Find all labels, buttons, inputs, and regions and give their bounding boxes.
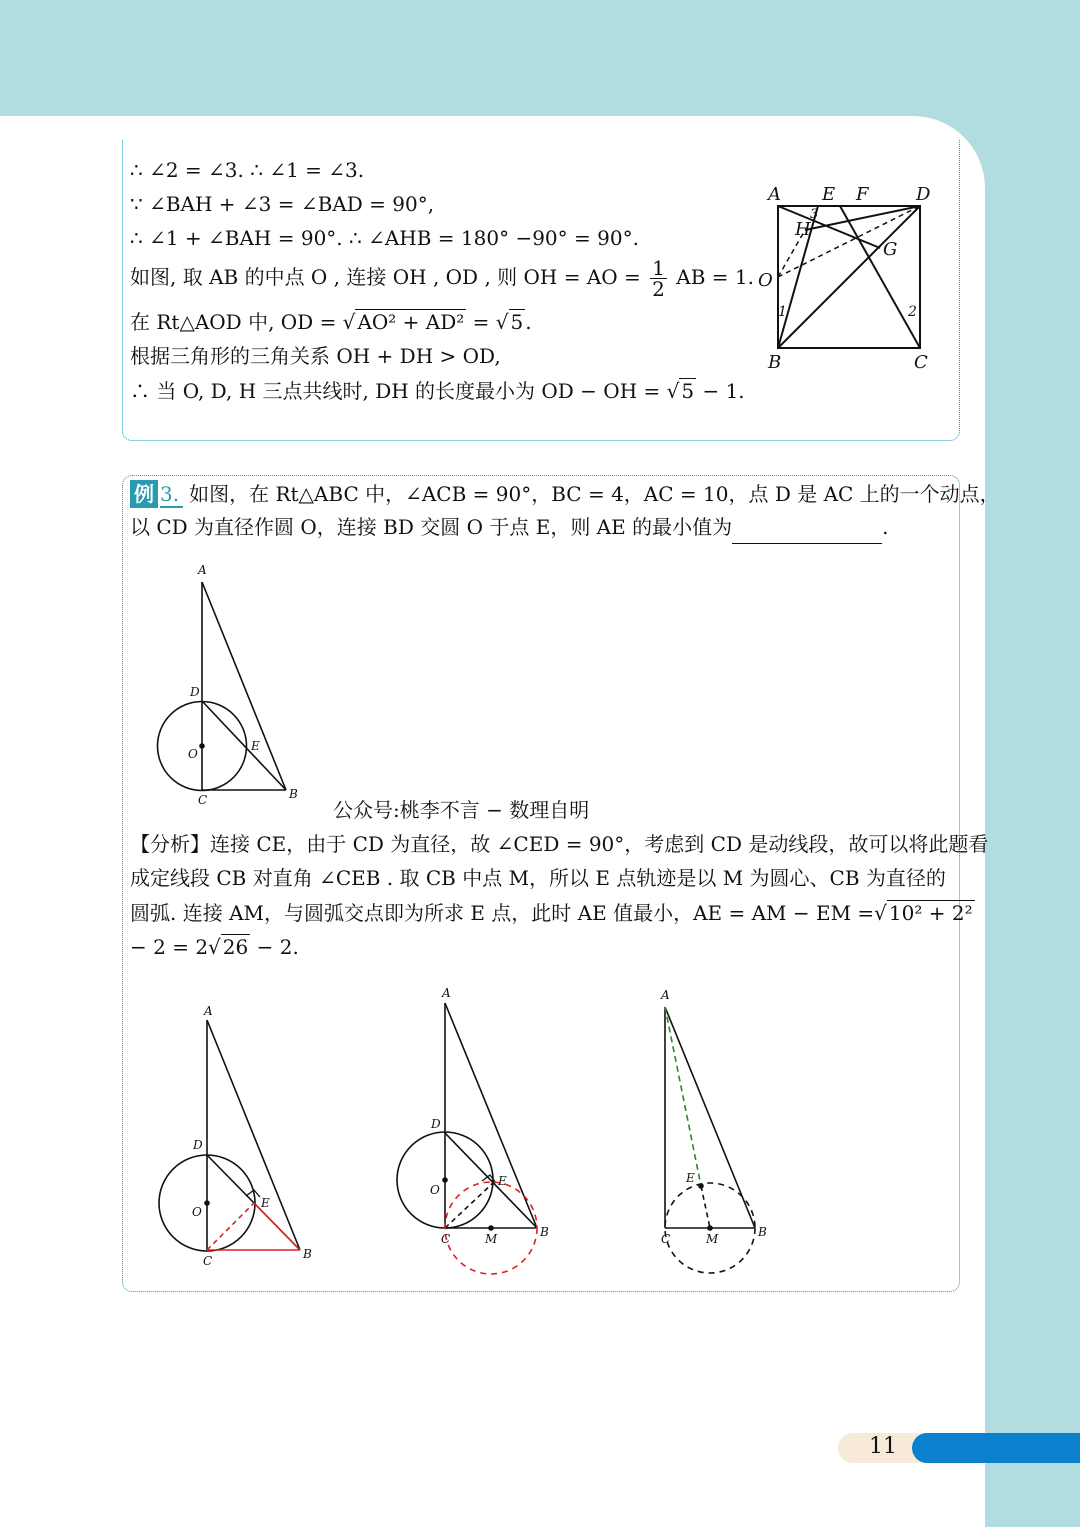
label-a: A [198, 563, 207, 577]
proof-line-3: ∴ ∠1 + ∠BAH = 90°. ∴ ∠AHB = 180° −90° = 90°. [130, 226, 639, 250]
proof-line-7-post: − 1. [702, 379, 745, 403]
point-m [488, 1225, 494, 1231]
example-text-2: 以 CD 为直径作圆 O，连接 BD 交圆 O 于点 E，则 AE 的最小值为 [130, 515, 733, 539]
seg-db [202, 701, 286, 790]
label-o: O [758, 270, 773, 291]
label-b: B [758, 1225, 767, 1239]
label-o: O [192, 1205, 202, 1219]
label-3: 3 [810, 207, 819, 222]
problem-figure [150, 560, 310, 810]
proof-line-1: ∴ ∠2 = ∠3. ∴ ∠1 = ∠3. [130, 158, 365, 182]
label-c: C [198, 793, 208, 807]
label-h: H [795, 219, 811, 240]
analysis-line-2: 成定线段 CB 对直角 ∠CEB . 取 CB 中点 M，所以 E 点轨迹是以 M 为圆心、CB 为直径的 [130, 866, 946, 890]
label-m: M [706, 1232, 719, 1246]
proof-line-7: ∴ 当 O, D, H 三点共线时, DH 的长度最小为 OD − OH = √ 5 − 1. [130, 379, 745, 403]
label-e: E [686, 1171, 695, 1185]
example-text-2-end: . [882, 515, 889, 539]
label-o: O [188, 747, 198, 761]
proof-line-7-pre: ∴ 当 O, D, H 三点共线时, DH 的长度最小为 OD − OH = [130, 379, 661, 403]
analysis-line-4: − 2 = 2√ 26 − 2. [130, 935, 299, 959]
sqrt-radicand-5: 26 [222, 935, 249, 959]
proof-line-5-pre: 在 Rt△AOD 中, OD = [130, 310, 337, 334]
seg-ce-red-dashed [207, 1203, 254, 1250]
analysis-line-4-post: − 2. [256, 935, 299, 959]
example-number: 3. [160, 482, 183, 508]
seg-od-dashed [778, 206, 920, 277]
label-b: B [303, 1247, 312, 1261]
proof-line-2: ∵ ∠BAH + ∠3 = ∠BAD = 90°, [130, 192, 435, 216]
label-b: B [289, 787, 298, 801]
solution-figure-1 [150, 1000, 320, 1270]
analysis-line-1: 【分析】连接 CE，由于 CD 为直径，故 ∠CED = 90°，考虑到 CD 是动线段，故可以将此题看 [130, 832, 989, 856]
proof-line-5: 在 Rt△AOD 中, OD = √ AO² + AD² = √ 5 . [130, 310, 532, 334]
seg-eb-red [254, 1203, 300, 1250]
label-d: D [190, 685, 200, 699]
fraction [650, 258, 667, 299]
example-tag: 例 [130, 480, 158, 508]
point-e [698, 1183, 704, 1189]
analysis-line-3: 圆弧. 连接 AM，与圆弧交点即为所求 E 点，此时 AE 值最小，AE = AM − EM =√ 10² + 2² [130, 901, 973, 925]
solution-figure-2 [390, 985, 560, 1285]
label-b: B [768, 352, 782, 373]
point-m [707, 1225, 713, 1231]
example-line-2 [130, 510, 888, 544]
analysis-line-4-pre: − 2 = 2 [130, 935, 209, 959]
point-o [199, 743, 205, 749]
label-b: B [540, 1225, 549, 1239]
label-g: G [883, 239, 898, 260]
seg-em-dashed [701, 1186, 710, 1228]
example-text-1: 如图，在 Rt△ABC 中，∠ACB = 90°，BC = 4，AC = 10，点 D 是 AC 上的一个动点， [189, 482, 1000, 506]
label-e: E [261, 1196, 270, 1210]
solution-figure-3 [650, 985, 780, 1285]
sqrt-radicand: AO² + AD² [357, 310, 465, 334]
proof-line-4-pre: 如图, 取 AB 的中点 O , 连接 OH , OD , 则 OH = AO = [130, 265, 641, 289]
proof-line-4-post: AB = 1. [676, 265, 754, 289]
label-d: D [431, 1117, 441, 1131]
label-a: A [768, 184, 781, 205]
frac-num: 1 [652, 256, 665, 280]
page-number-bar [912, 1433, 1080, 1463]
answer-blank[interactable] [732, 521, 882, 544]
label-m: M [485, 1232, 498, 1246]
seg-ag [778, 206, 880, 248]
label-d: D [916, 184, 931, 205]
sqrt-radicand-2: 5 [510, 310, 524, 334]
sqrt-radicand-3: 5 [681, 379, 695, 403]
label-2: 2 [908, 304, 917, 320]
label-c: C [441, 1232, 451, 1246]
label-e: E [251, 739, 260, 753]
label-e: E [822, 184, 836, 205]
label-c: C [914, 352, 928, 373]
eq: = [472, 310, 490, 334]
sqrt-radicand-4: 10² + 2² [888, 901, 973, 925]
seg-db [445, 1133, 537, 1228]
label-1: 1 [778, 304, 787, 320]
frac-den: 2 [652, 277, 665, 301]
proof-line-4 [130, 258, 754, 299]
analysis-line-3-pre: 圆弧. 连接 AM，与圆弧交点即为所求 E 点，此时 AE 值最小，AE = AM − EM = [130, 901, 875, 925]
label-a: A [204, 1004, 213, 1018]
example-line-1 [130, 477, 1000, 511]
label-o: O [430, 1183, 440, 1197]
point-o [204, 1200, 210, 1206]
label-e: E [498, 1174, 507, 1188]
page-number: 11 [869, 1434, 897, 1459]
point-o [442, 1177, 448, 1183]
watermark: 公众号:桃李不言 − 数理自明 [333, 798, 590, 822]
proof-line-6: 根据三角形的三角关系 OH + DH > OD, [130, 344, 501, 368]
label-c: C [661, 1232, 671, 1246]
label-d: D [193, 1138, 203, 1152]
label-a: A [442, 986, 451, 1000]
label-f: F [856, 184, 869, 205]
seg-cf [840, 206, 920, 348]
label-a: A [661, 988, 670, 1002]
label-c: C [203, 1254, 213, 1268]
seg-hd [805, 206, 920, 230]
square-figure [750, 178, 940, 378]
period: . [525, 310, 532, 334]
seg-ae-green-dashed [665, 1007, 701, 1186]
